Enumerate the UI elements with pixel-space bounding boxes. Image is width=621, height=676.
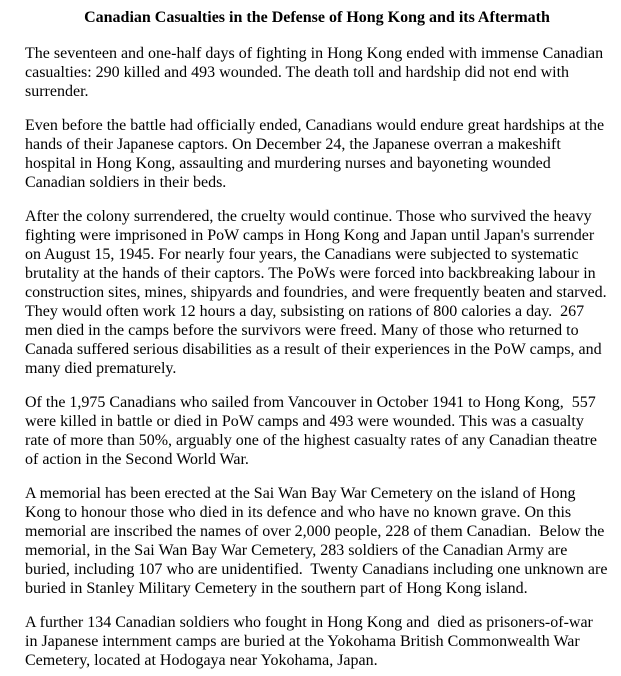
paragraph-casualty-rate: Of the 1,975 Canadians who sailed from Vancouver in October 1941 to Hong Kong, 557 were killed in battle or died in PoW camps and 493 were wounded. This was a casualty rate of more than 50%, arguably one of the highest casualty rates of any Canadian theatre of action in the Second World War. bbox=[25, 394, 601, 468]
paragraph-hospital-atrocity: Even before the battle had officially ended, Canadians would endure great hardships at the hands of their Japanese captors. On December 24, the Japanese overran a makeshift hospital in Hong Kong, assaulting and murdering nurses and bayoneting wounded Canadian soldiers in their beds. bbox=[25, 117, 609, 191]
paragraph-sai-wan-memorial: A memorial has been erected at the Sai Wan Bay War Cemetery on the island of Hong Kong to honour those who died in its defence and who have no known grave. On this memorial are inscribed the names of over 2,000 people, 228 of them Canadian. Below the memorial, in the Sai Wan Bay War Cemetery, 283 soldiers of the Canadian Army are buried, including 107 who are unidentified. Twenty Canadians including one unknown are buried in Stanley Military Cemetery in the southern part of Hong Kong island. bbox=[25, 485, 612, 597]
document-title: Canadian Casualties in the Defense of Hong Kong and its Aftermath bbox=[84, 9, 550, 26]
paragraph-pow-camps: After the colony surrendered, the cruelty would continue. Those who survived the heavy fighting were imprisoned in PoW camps in Hong Kong and Japan until Japan's surrender on August 15, 1945. For nearly four years, the Canadians were subjected to systematic brutality at the hands of their captors. The PoWs were forced into backbreaking labour in construction sites, mines, shipyards and foundries, and were frequently beaten and starved. They would often work 12 hours a day, subsisting on rations of 800 calories a day. 267 men died in the camps before the survivors were freed. Many of those who returned to Canada suffered serious disabilities as a result of their experiences in the PoW camps, and many died prematurely. bbox=[25, 208, 615, 377]
paragraph-casualty-summary: The seventeen and one-half days of fighting in Hong Kong ended with immense Canadian casualties: 290 killed and 493 wounded. The death toll and hardship did not end with surrender. bbox=[25, 45, 608, 100]
paragraph-yokohama-cemetery: A further 134 Canadian soldiers who fought in Hong Kong and died as prisoners-of-war in Japanese internment camps are buried at the Yokohama British Commonwealth War Cemetery, located at Hodogaya near Yokohama, Japan. bbox=[25, 614, 597, 669]
